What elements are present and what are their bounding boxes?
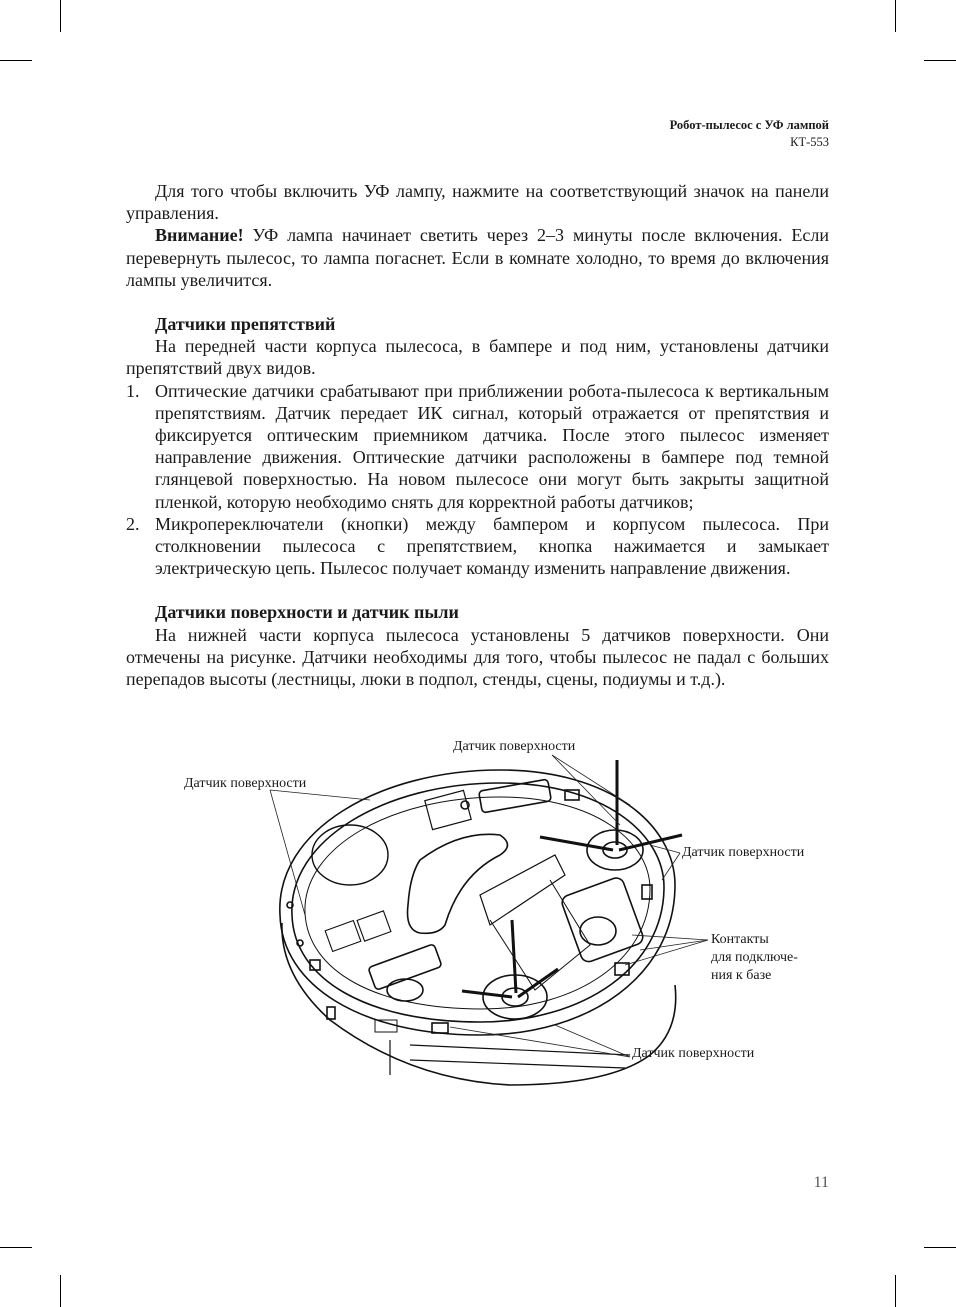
list-item-number: 1. [126, 380, 140, 401]
crop-mark [924, 1247, 956, 1248]
crop-mark [895, 0, 896, 32]
label-surface-sensor-left: Датчик поверхности [184, 776, 307, 791]
attention-text: УФ лампа начинает светить через 2–3 минуты после включения. Если перевернуть пылесос, то лампа погаснет. Если в комнате холодно, то время до включения лампы увеличится. [126, 225, 829, 290]
header-title: Робот-пылесос с УФ лампой [669, 118, 829, 132]
running-header [670, 117, 829, 151]
label-contacts-line3: ния к базе [711, 968, 772, 983]
label-surface-sensor-bottom: Датчик поверхности [632, 1046, 755, 1061]
attention-paragraph [126, 224, 829, 291]
crop-mark [60, 1275, 61, 1307]
section-heading-obstacle: Датчики препятствий [155, 314, 336, 335]
label-contacts-line2: для подключе- [711, 950, 798, 965]
list-item-text: Оптические датчики срабатывают при приближении робота-пылесоса к вертикальным препятствиям. Датчик передает ИК сигнал, который отражается от препятствия и фиксируется оптическим приемником датчика. После этого пылесос изменяет направление движения. Оптические датчики расположены в бампере под темной глянцевой поверхностью. На новом пылесосе они могут быть закрыты защитной пленкой, которую необходимо снять для корректной работы датчиков; [155, 380, 829, 512]
section-heading-surface: Датчики поверхности и датчик пыли [155, 602, 459, 623]
intro-paragraph: Для того чтобы включить УФ лампу, нажмите на соответствующий значок на панели управления. [126, 181, 829, 224]
list-item [126, 380, 829, 513]
header-model: КТ-553 [790, 135, 829, 149]
section-text-obstacle: На передней части корпуса пылесоса, в бампере и под ним, установлены датчики препятствий двух видов. [126, 336, 829, 379]
obstacle-sensor-list [126, 380, 829, 580]
list-item [126, 513, 829, 580]
crop-mark [60, 0, 61, 32]
body-text [126, 180, 829, 690]
label-contacts-line1: Контакты [711, 932, 769, 947]
page-number: 11 [813, 1174, 829, 1191]
list-item-text: Микропереключатели (кнопки) между бампером и корпусом пылесоса. При столкновении пылесоса с препятствием, кнопка нажимается и замыкает электрическую цепь. Пылесос получает команду изменить направление движения. [155, 513, 829, 579]
label-surface-sensor-top: Датчик поверхности [453, 739, 576, 754]
crop-mark [0, 1247, 32, 1248]
list-item-number: 2. [126, 513, 140, 534]
crop-mark [895, 1275, 896, 1307]
crop-mark [924, 60, 956, 61]
section-text-surface: На нижней части корпуса пылесоса установлены 5 датчиков поверхности. Они отмечены на рисунке. Датчики необходимы для того, чтобы пылесос не падал с больших перепадов высоты (лестницы, люки в подпол, стенды, сцены, подиумы и т.д.). [126, 624, 829, 690]
attention-label: Внимание! [155, 225, 244, 246]
crop-mark [0, 60, 32, 61]
label-surface-sensor-right: Датчик поверхности [682, 845, 805, 860]
robot-diagram [170, 735, 830, 1095]
